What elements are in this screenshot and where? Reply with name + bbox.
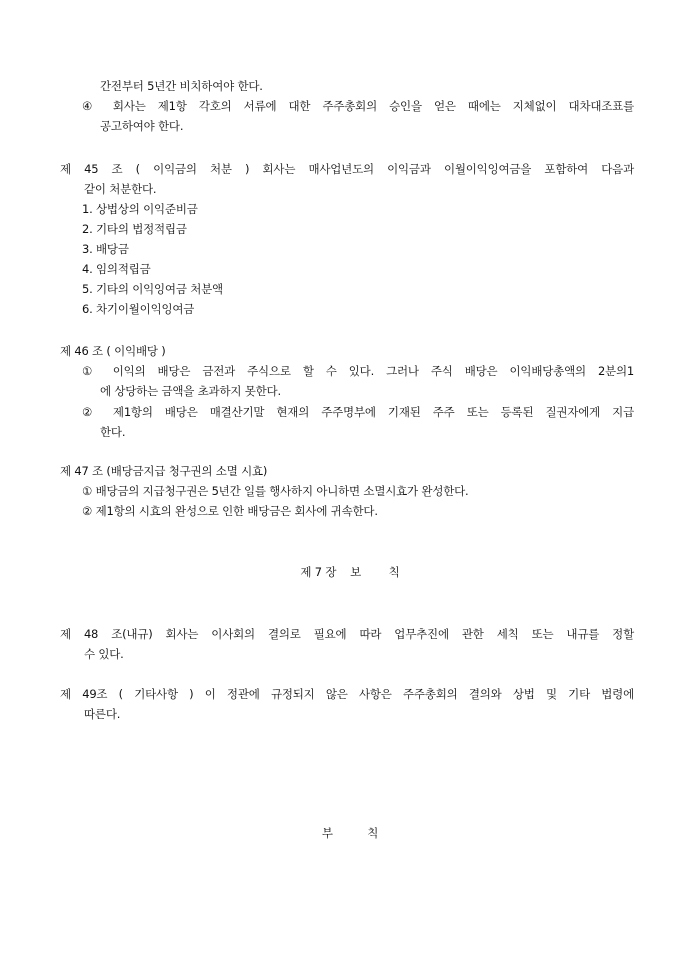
addenda-title: 부 칙 <box>321 826 379 840</box>
article-47-item-2: ② 제1항의 시효의 완성으로 인한 배당금은 회사에 귀속한다. <box>82 504 378 518</box>
article-46-item-2-line-1: ② 제1항의 배당은 매결산기말 현재의 주주명부에 기재된 주주 또는 등록된 질권자에게 지급 <box>82 405 634 419</box>
article-46-item-2-line-2: 한다. <box>100 425 126 439</box>
article-45-item-1: 1. 상법상의 이익준비금 <box>82 202 198 216</box>
article-48-heading: 제 48 조(내규) 회사는 이사회의 결의로 필요에 따라 업무추진에 관한 세칙 또는 내규를 정할 <box>60 627 634 641</box>
item-4-line-1: ④ 회사는 제1항 각호의 서류에 대한 주주총회의 승인을 얻은 때에는 지체없이 대차대조표를 <box>82 99 634 113</box>
article-48-line-2: 수 있다. <box>84 647 124 661</box>
article-45-item-3: 3. 배당금 <box>82 242 129 256</box>
article-45-heading: 제 45 조 ( 이익금의 처분 ) 회사는 매사업년도의 이익금과 이월이익잉여금을 포함하여 다음과 <box>60 162 634 176</box>
article-45-item-2: 2. 기타의 법정적립금 <box>82 222 187 236</box>
article-47-heading: 제 47 조 (배당금지급 청구권의 소멸 시효) <box>60 464 268 478</box>
article-45-line-2: 같이 처분한다. <box>84 182 157 196</box>
article-45-item-5: 5. 기타의 이익잉여금 처분액 <box>82 282 223 296</box>
article-46-item-1-line-2: 에 상당하는 금액을 초과하지 못한다. <box>100 384 281 398</box>
article-45-item-4: 4. 임의적립금 <box>82 262 151 276</box>
article-49-line-2: 따른다. <box>84 707 121 721</box>
article-45-item-6: 6. 차기이월이익잉여금 <box>82 302 195 316</box>
article-47-item-1: ① 배당금의 지급청구권은 5년간 일를 행사하지 아니하면 소멸시효가 완성한다. <box>82 484 469 498</box>
chapter-7-title: 제 7 장 보 칙 <box>300 565 400 579</box>
article-46-heading: 제 46 조 ( 이익배당 ) <box>60 344 166 358</box>
item-4-line-2: 공고하여야 한다. <box>100 119 184 133</box>
continuation-line: 간전부터 5년간 비치하여야 한다. <box>100 79 263 93</box>
article-49-heading: 제 49조 ( 기타사항 ) 이 정관에 규정되지 않은 사항은 주주총회의 결의와 상법 및 기타 법령에 <box>60 687 634 701</box>
article-46-item-1-line-1: ① 이익의 배당은 금전과 주식으로 할 수 있다. 그러나 주식 배당은 이익배당총액의 2분의1 <box>82 364 634 378</box>
